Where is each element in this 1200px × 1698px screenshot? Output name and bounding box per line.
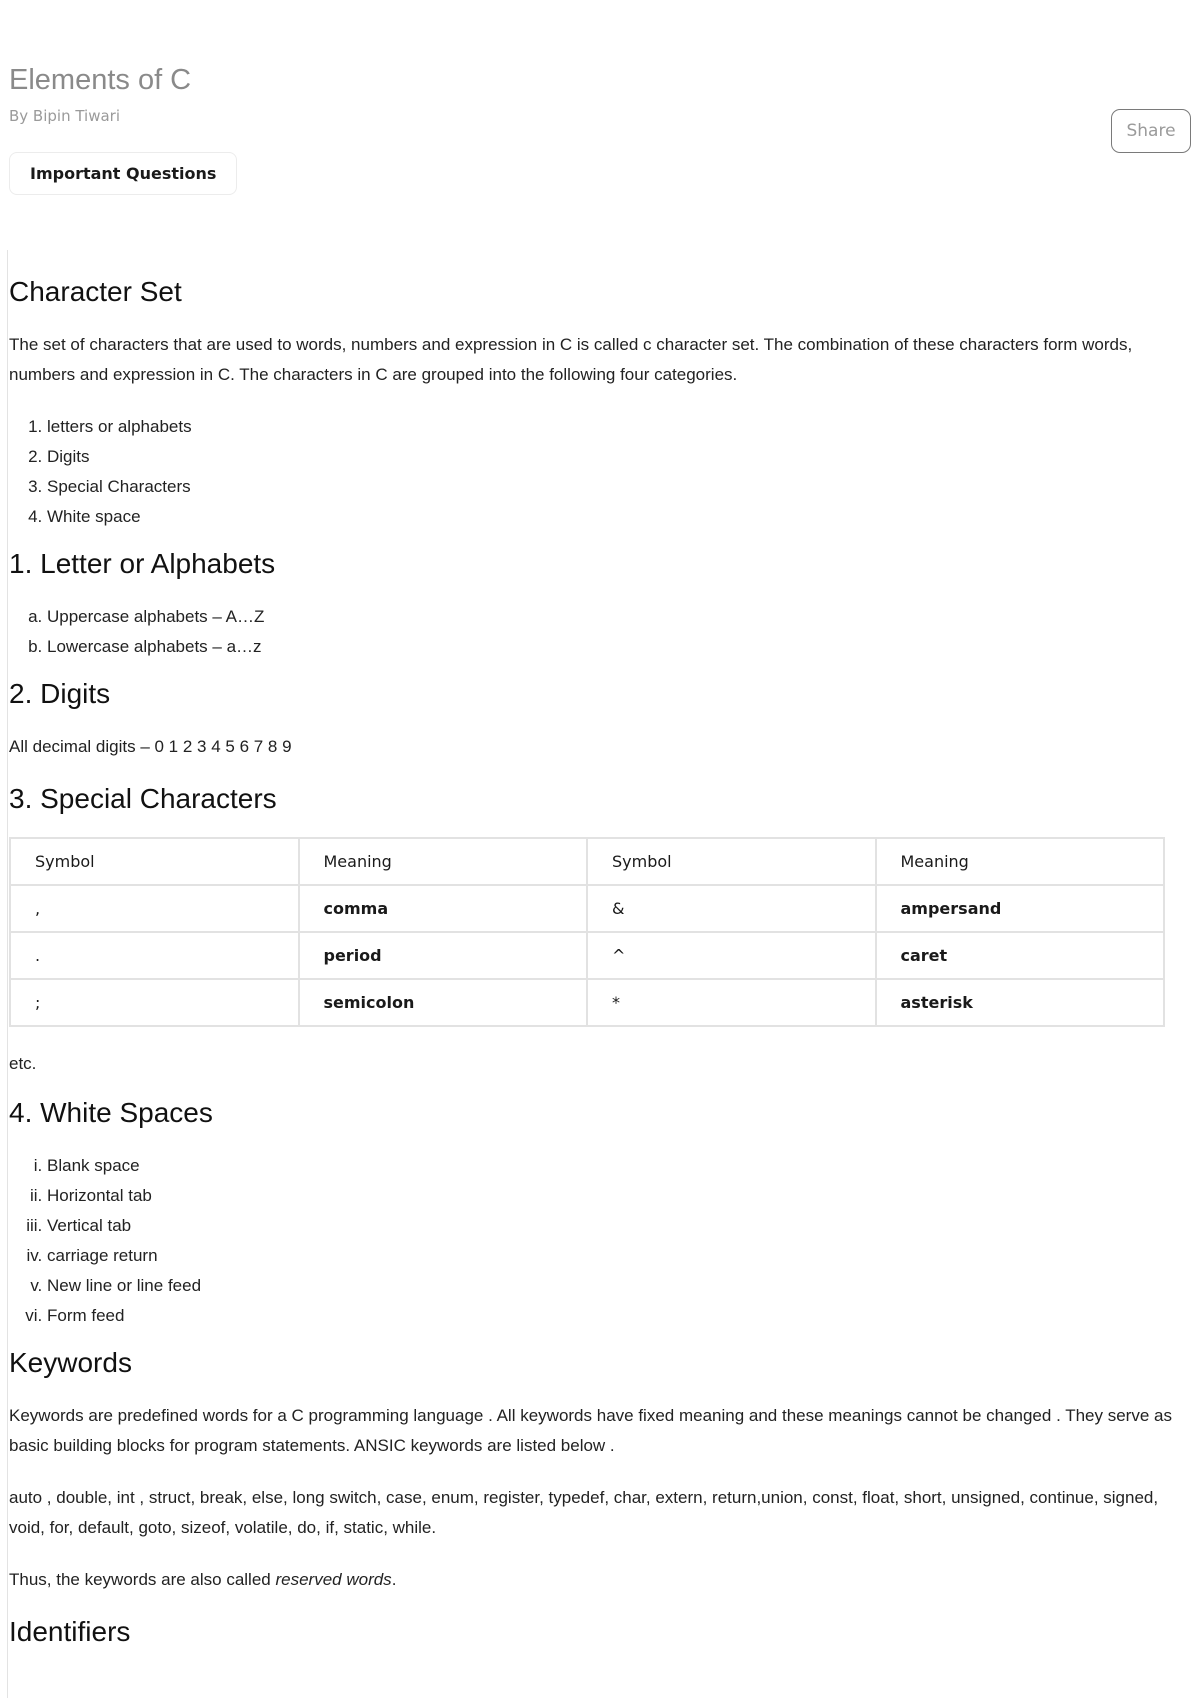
symbol-cell: ; — [10, 979, 299, 1026]
keywords-list: auto , double, int , struct, break, else, long switch, case, enum, register, typedef, char, extern, return,union, const, float, short, unsigned, continue, signed, void, for, default, goto, sizeof, volatile, do, if, static, while. — [9, 1488, 1159, 1537]
letters-heading: 1. Letter or Alphabets — [9, 548, 276, 579]
character-set-intro: The set of characters that are used to words, numbers and expression in C is called c character set. The combination of these characters form words, numbers and expression in C. The characters in C are grouped into the following four categories. — [9, 335, 1133, 384]
character-categories-list — [9, 412, 1194, 532]
list-item: ii. Horizontal tab — [47, 1181, 1194, 1211]
reserved-term: reserved words — [275, 1570, 392, 1589]
list-item: a. Uppercase alphabets – A…Z — [47, 602, 1194, 632]
identifiers-heading: Identifiers — [9, 1616, 131, 1647]
list-item: 3. Special Characters — [47, 472, 1194, 502]
column-header: Symbol — [587, 838, 876, 885]
list-item: iii. Vertical tab — [47, 1211, 1194, 1241]
digits-text: All decimal digits – 0 1 2 3 4 5 6 7 8 9 — [9, 737, 292, 756]
table-row — [10, 932, 1164, 979]
list-item: v. New line or line feed — [47, 1271, 1194, 1301]
symbol-cell: & — [587, 885, 876, 932]
meaning-cell: comma — [299, 885, 588, 932]
author-byline: By Bipin Tiwari — [9, 107, 121, 125]
table-header-row — [10, 838, 1164, 885]
table-row — [10, 979, 1164, 1026]
list-item: iv. carriage return — [47, 1241, 1194, 1271]
content-divider — [7, 250, 8, 1698]
column-header: Symbol — [10, 838, 299, 885]
symbol-cell: , — [10, 885, 299, 932]
character-set-heading: Character Set — [9, 276, 182, 307]
meaning-cell: period — [299, 932, 588, 979]
list-item: i. Blank space — [47, 1151, 1194, 1181]
meaning-cell: semicolon — [299, 979, 588, 1026]
white-spaces-heading: 4. White Spaces — [9, 1097, 213, 1128]
letters-list — [9, 602, 1194, 662]
special-characters-table — [9, 837, 1165, 1027]
keywords-intro: Keywords are predefined words for a C programming language . All keywords have fixed meaning and these meanings cannot be changed . They serve as basic building blocks for program statements. ANSIC keywords are listed below . — [9, 1406, 1172, 1455]
meaning-cell: ampersand — [876, 885, 1165, 932]
digits-heading: 2. Digits — [9, 678, 111, 709]
important-questions-button[interactable]: Important Questions — [9, 152, 237, 195]
special-characters-heading: 3. Special Characters — [9, 783, 277, 814]
column-header: Meaning — [876, 838, 1165, 885]
symbol-cell: ^ — [587, 932, 876, 979]
table-row — [10, 885, 1164, 932]
meaning-cell: caret — [876, 932, 1165, 979]
white-spaces-list — [9, 1151, 1194, 1331]
symbol-cell: . — [10, 932, 299, 979]
reserved-suffix: . — [391, 1570, 397, 1589]
page-title: Elements of C — [9, 64, 192, 96]
reserved-prefix: Thus, the keywords are also called — [9, 1570, 276, 1589]
etc-text: etc. — [9, 1054, 37, 1073]
column-header: Meaning — [299, 838, 588, 885]
list-item: 4. White space — [47, 502, 1194, 532]
symbol-cell: * — [587, 979, 876, 1026]
reserved-words-text — [9, 1565, 1194, 1595]
page-header — [9, 62, 1200, 126]
list-item: 2. Digits — [47, 442, 1194, 472]
list-item: vi. Form feed — [47, 1301, 1194, 1331]
share-button[interactable]: Share — [1111, 109, 1191, 153]
article-body — [9, 272, 1194, 1652]
list-item: 1. letters or alphabets — [47, 412, 1194, 442]
list-item: b. Lowercase alphabets – a…z — [47, 632, 1194, 662]
meaning-cell: asterisk — [876, 979, 1165, 1026]
keywords-heading: Keywords — [9, 1347, 132, 1378]
